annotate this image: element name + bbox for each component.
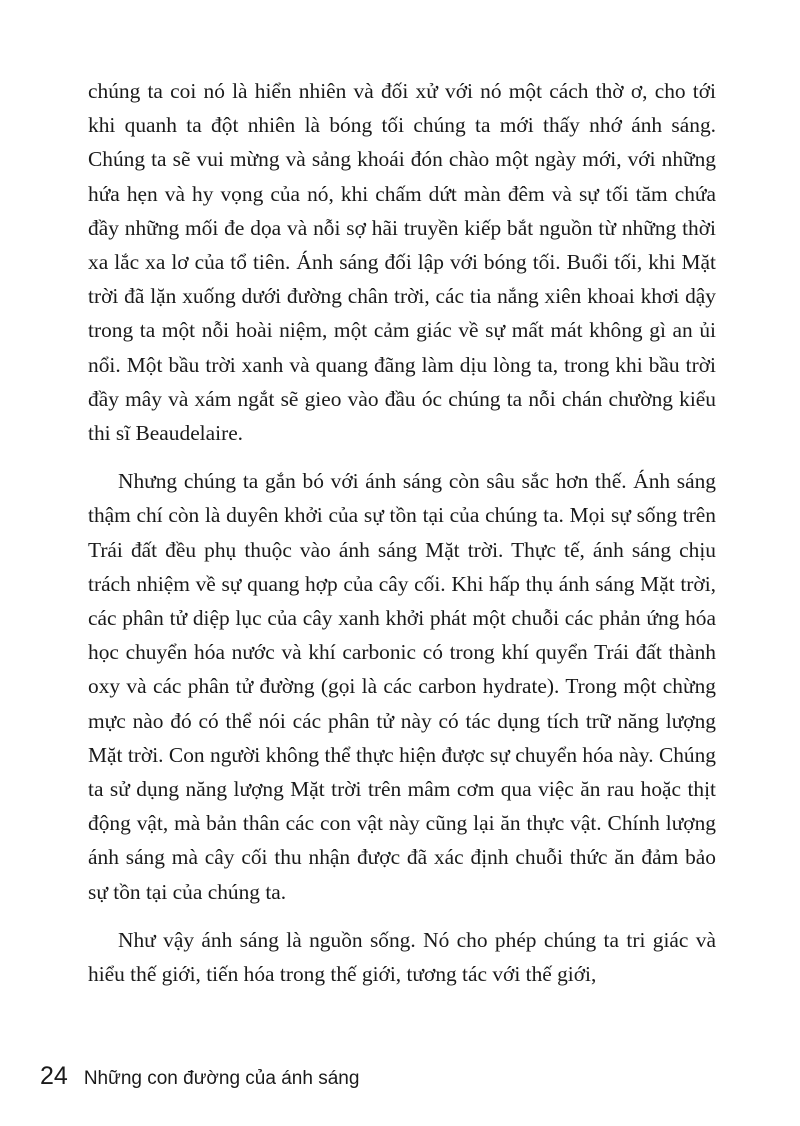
page-footer bbox=[40, 1062, 359, 1091]
paragraph-1: chúng ta coi nó là hiển nhiên và đối xử với nó một cách thờ ơ, cho tới khi quanh ta đột nhiên là bóng tối chúng ta mới thấy nhớ ánh sáng. Chúng ta sẽ vui mừng và sảng khoái đón chào một ngày mới, với những hứa hẹn và hy vọng của nó, khi chấm dứt màn đêm và sự tối tăm chứa đầy những mối đe dọa và nỗi sợ hãi truyền kiếp bắt nguồn từ những thời xa lắc xa lơ của tổ tiên. Ánh sáng đối lập với bóng tối. Buổi tối, khi Mặt trời đã lặn xuống dưới đường chân trời, các tia nắng xiên khoai khơi dậy trong ta một nỗi hoài niệm, một cảm giác về sự mất mát không gì an ủi nổi. Một bầu trời xanh và quang đãng làm dịu lòng ta, trong khi bầu trời đầy mây và xám ngắt sẽ gieo vào đầu óc chúng ta nỗi chán chường kiểu thi sĩ Beaudelaire. bbox=[88, 79, 716, 446]
page-number: 24 bbox=[40, 1062, 68, 1090]
paragraph-2: Nhưng chúng ta gắn bó với ánh sáng còn sâu sắc hơn thế. Ánh sáng thậm chí còn là duyên khởi của sự tồn tại của chúng ta. Mọi sự sống trên Trái đất đều phụ thuộc vào ánh sáng Mặt trời. Thực tế, ánh sáng chịu trách nhiệm về sự quang hợp của cây cối. Khi hấp thụ ánh sáng Mặt trời, các phân tử diệp lục của cây xanh khởi phát một chuỗi các phản ứng hóa học chuyển hóa nước và khí carbonic có trong khí quyển Trái đất thành oxy và các phân tử đường (gọi là các carbon hydrate). Trong một chừng mực nào đó có thể nói các phân tử này có tác dụng tích trữ năng lượng Mặt trời. Con người không thể thực hiện được sự chuyển hóa này. Chúng ta sử dụng năng lượng Mặt trời trên mâm cơm qua việc ăn rau hoặc thịt động vật, mà bản thân các con vật này cũng lại ăn thực vật. Chính lượng ánh sáng mà cây cối thu nhận được đã xác định chuỗi thức ăn đảm bảo sự tồn tại của chúng ta. bbox=[88, 469, 716, 904]
running-title: Những con đường của ánh sáng bbox=[83, 1068, 360, 1089]
paragraph-3: Như vậy ánh sáng là nguồn sống. Nó cho phép chúng ta tri giác và hiểu thế giới, tiến hóa trong thế giới, tương tác với thế giới, bbox=[88, 927, 716, 987]
body-text bbox=[88, 74, 716, 991]
